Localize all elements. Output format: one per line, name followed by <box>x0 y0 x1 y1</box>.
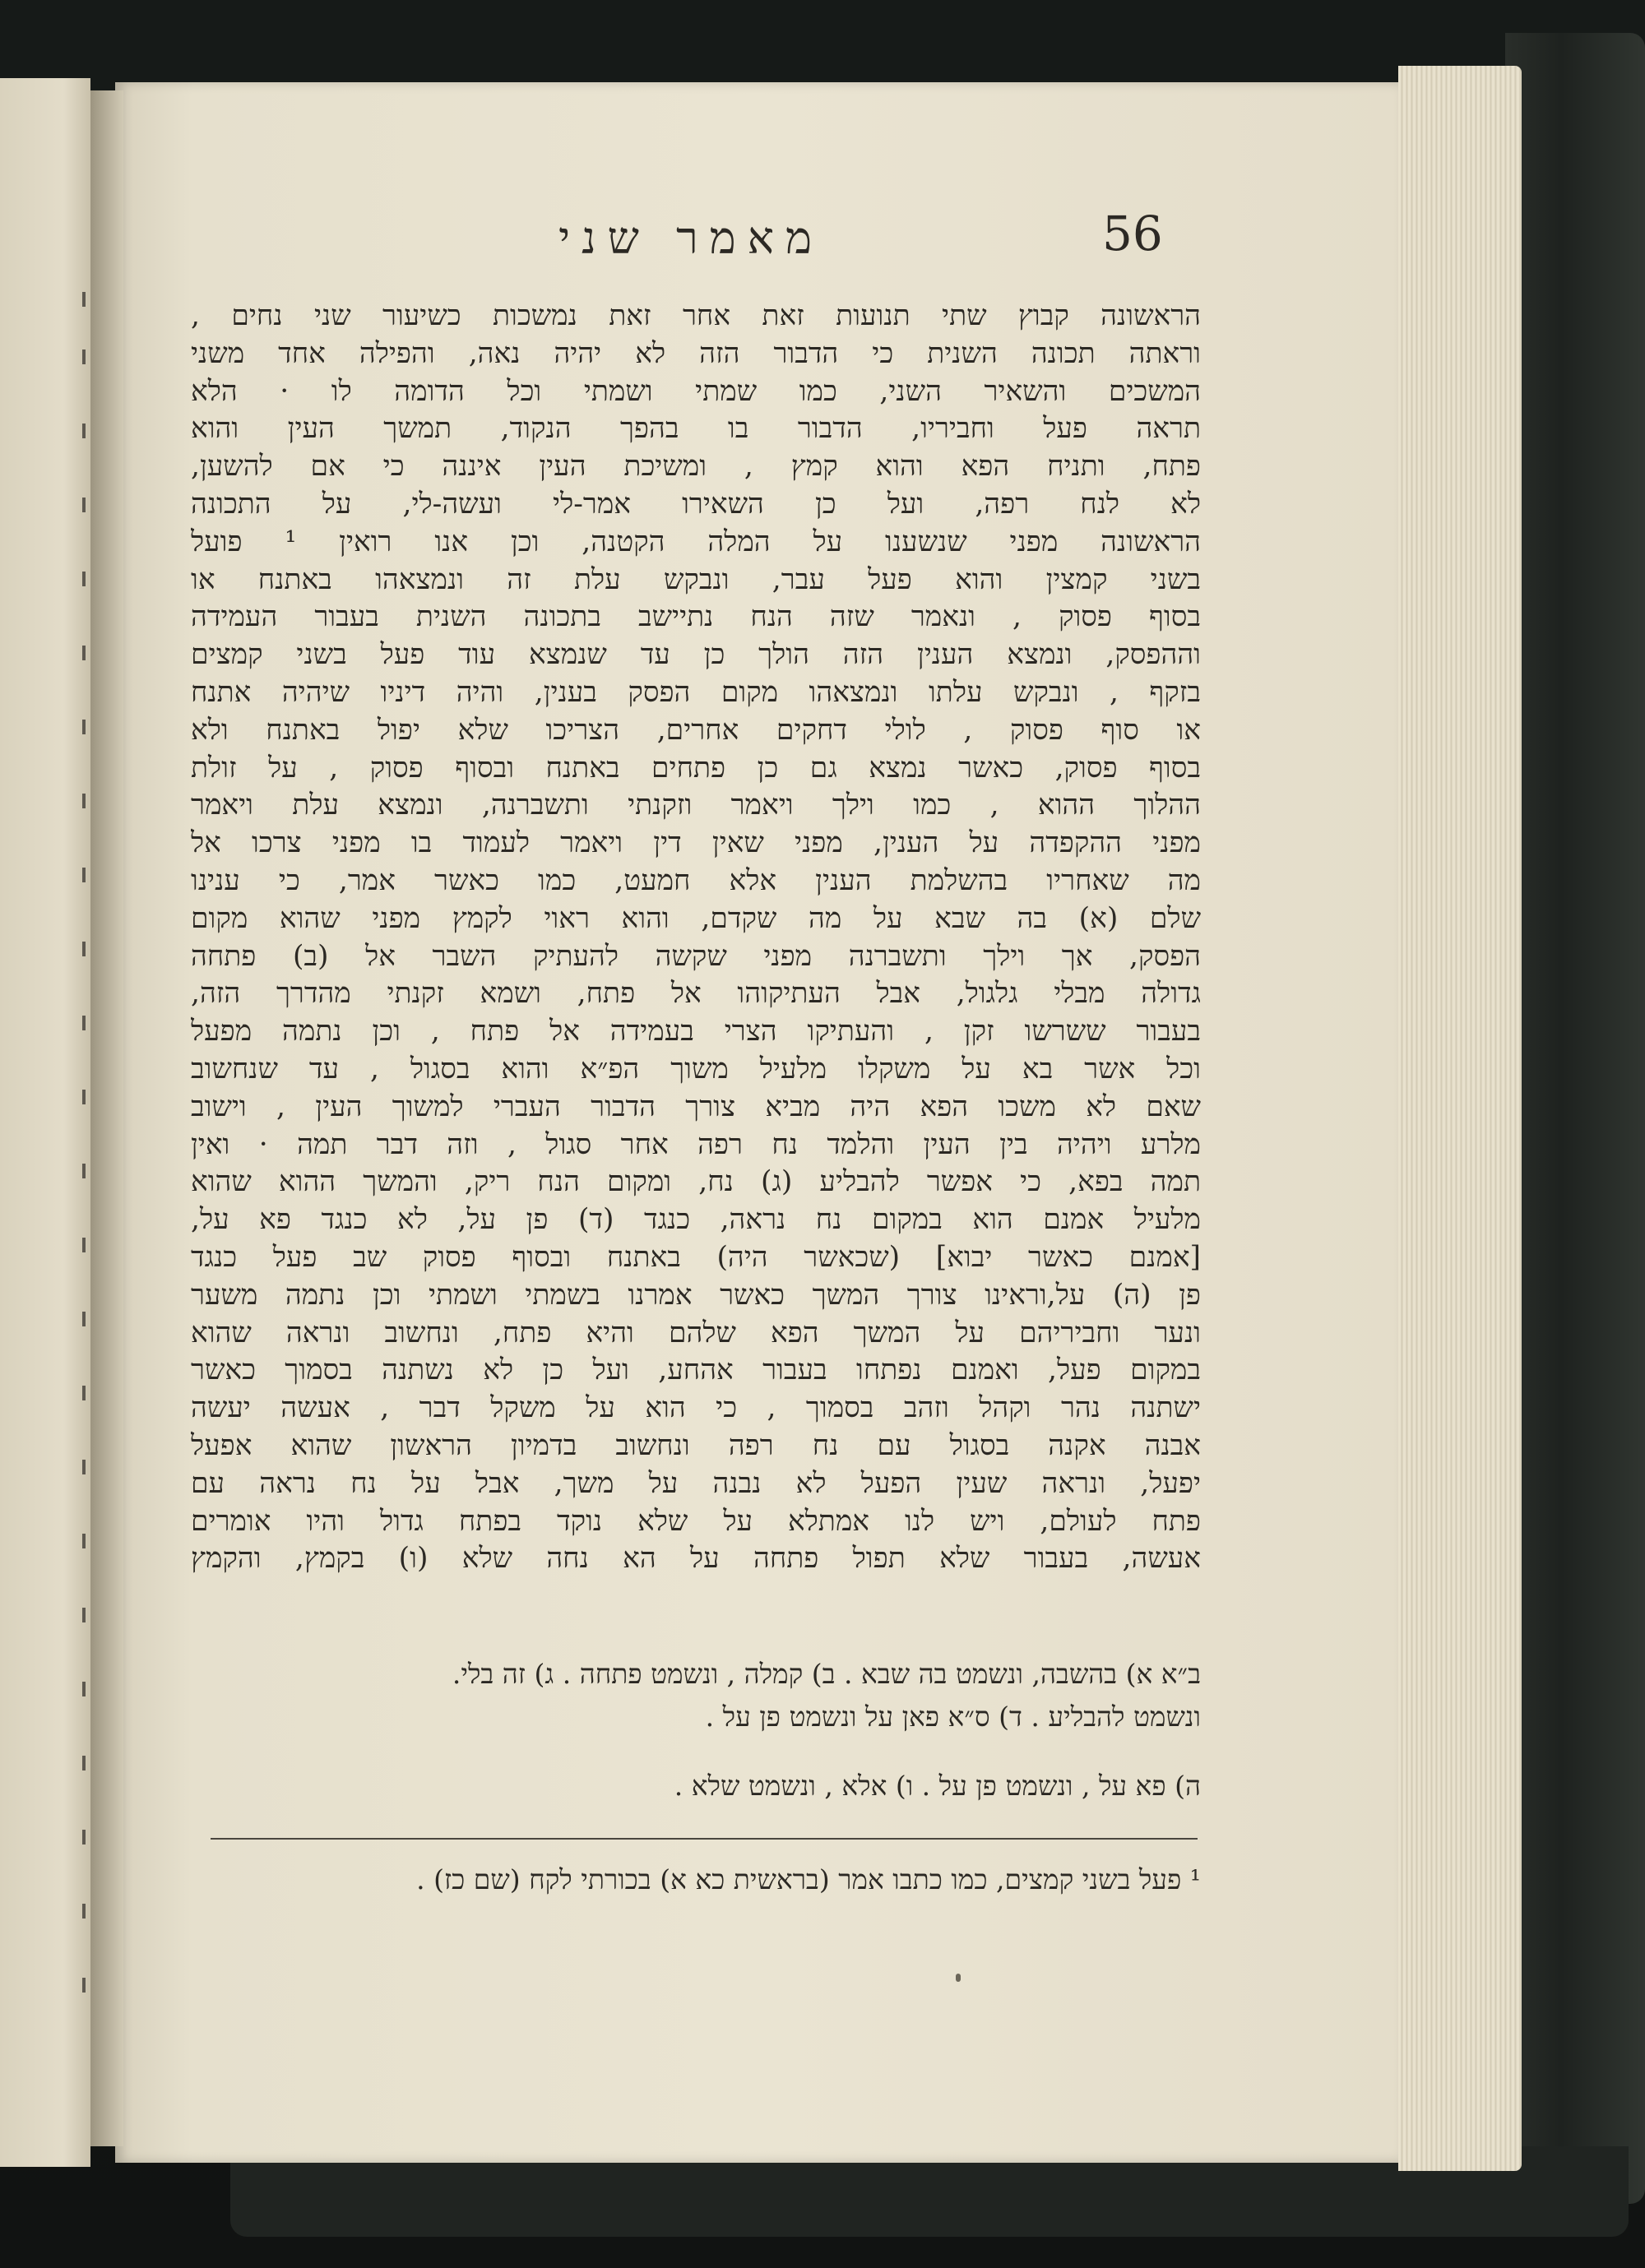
text-line: פן (ה) על,וראינו צורך המשך כאשר אמרנו בשמתי ושמתי וכן נתמה משער <box>191 1278 1201 1312</box>
footnote-line: ונשמט להבליע . ד) ס״א פאן על ונשמט פן על . <box>705 1701 1201 1733</box>
text-line: מפני ההקפדה על הענין, מפני שאין דין ויאמר לעמוד בו מפני צרכו אל <box>191 826 1201 860</box>
text-line: בשני קמצין והוא פעל עבר, ונבקש עלת זה ונמצאהו באתנח או <box>191 562 1201 596</box>
text-line: וההפסק, ונמצא הענין הזה הולך כן עד שנמצא עוד פעל בשני קמצים <box>191 638 1201 672</box>
running-head: מאמר שני <box>558 212 824 264</box>
text-line: מה שאחריו בהשלמת הענין אלא חמעט, כמו כאשר אמר, כי ענינו <box>191 863 1201 897</box>
text-line: אעשה, בעבור שלא תפול פתחה על הא נחה שלא (ו) בקמץ, והקמץ <box>191 1542 1201 1576</box>
book-cover-edge <box>1505 33 1645 2204</box>
text-line: פתח לעולם, ויש לנו אמתלא על שלא נוקד בפתח גדול והיו אומרים <box>191 1504 1201 1538</box>
text-line: ונער וחביריהם על המשך הפא שלהם והיא פתח, ונחשוב ונראה שהוא <box>191 1316 1201 1349</box>
text-line: תראה פעל וחביריו, הדבור בו בהפך הנקוד, תמשך העין והוא <box>191 412 1201 446</box>
text-line: ההלוך ההוא , כמו וילך ויאמר וזקנתי ותשברנה, ונמצא עלת ויאמר <box>191 789 1201 822</box>
text-line: בעבור ששרשו זקן , והעתיקו הצרי בעמידה אל פתח , וכן נתמה מפעל <box>191 1015 1201 1048</box>
paper-speck <box>956 1974 961 1982</box>
text-line: בזקף , ונבקש עלתו ונמצאהו מקום הפסק בענין, והיה דיניו שיהיה אתנח <box>191 675 1201 709</box>
text-line: המשכים והשאיר השני, כמו שמתי ושמתי וכל הדומה לו · הלא <box>191 374 1201 408</box>
footnote-line: ה) פא על , ונשמט פן על . ו) אלא , ונשמט שלא . <box>674 1770 1201 1802</box>
text-line: לא לנח רפה, ועל כן השאירו אמר-לי ועשה-לי, על התכונה <box>191 487 1201 521</box>
text-line: אבנה אקנה בסגול עם נח רפה ונחשוב בדמיון הראשון שהוא אפעל <box>191 1428 1201 1462</box>
text-line: שאם לא משכו הפא היה מביא צורך הדבור העברי למשוך העין , וישוב <box>191 1090 1201 1123</box>
page-number: 56 <box>1102 206 1163 262</box>
text-line: הראשונה מפני שנשענו על המלה הקטנה, וכן אנו רואין ¹ פועל <box>191 525 1201 558</box>
footnote-line: ב״א א) בהשבה, ונשמט בה שבא . ב) קמלה , ונשמט פתחה . ג) זה בלי. <box>452 1658 1201 1690</box>
text-line: [אמנם כאשר יבוא] (שכאשר היה) באתנח ובסוף פסוק שב פעל כנגד <box>191 1240 1201 1274</box>
text-line: יפעל, ונראה שעין הפעל לא נבנה על משך, אבל על נח נראה עם <box>191 1466 1201 1500</box>
page-stack-fore-edge <box>1398 66 1522 2171</box>
text-line: בסוף פסוק, כאשר נמצא גם כן פתחים באתנח ובסוף פסוק , על זולת <box>191 751 1201 785</box>
text-line: וראתה תכונה השנית כי הדבור הזה לא יהיה נאה, והפילה אחד משני <box>191 336 1201 370</box>
page-gutter <box>90 90 123 2146</box>
text-line: וכל אשר בא על משקלו מלעיל משוך הפ״א והוא בסגול , עד שנחשוב <box>191 1052 1201 1085</box>
text-line: תמה בפא, כי אפשר להבליע (ג) נח, ומקום הנח ריק, והמשך ההוא שהוא <box>191 1165 1201 1199</box>
bottom-footnote: ¹ פעל בשני קמצים, כמו כתבו אמר (בראשית כא א) בכורתי לקח (שם כז) . <box>416 1863 1201 1895</box>
variant-readings <box>191 1653 1201 1807</box>
text-line: מלרע ויהיה בין העין והלמד נח רפה אחר סגול , וזה דבר תמה · ואין <box>191 1127 1201 1161</box>
text-line: גדולה מבלי גלגול, אבל העתיקוהו אל פתח, ושמא זקנתי מהדרך הזה, <box>191 977 1201 1011</box>
text-line: ישתנה נהר וקהל וזהב בסמוך , כי הוא על משקל דבר , אעשה יעשה <box>191 1391 1201 1425</box>
text-line: הפסק, אך וילך ותשברנה מפני שקשה להעתיק השבר אל (ב) פתחה <box>191 939 1201 973</box>
facing-page-edge <box>0 78 90 2167</box>
text-line: מלעיל אמנם הוא במקום נח נראה, כנגד (ד) פן על, לא כנגד פא על, <box>191 1203 1201 1237</box>
text-line: במקום פעל, ואמנם נפתחו בעבור אהחע, ועל כן לא נשתנה בסמוך כאשר <box>191 1354 1201 1387</box>
main-text-block <box>191 298 1201 1578</box>
text-line: הראשונה קבוץ שתי תנועות זאת אחר זאת נמשכות כשיעור שני נחים , <box>191 299 1201 332</box>
text-line: פתח, ותניח הפא והוא קמץ , ומשיכת העין איננה כי אם להשען, <box>191 450 1201 484</box>
text-line: בסוף פסוק , ונאמר שזה הנח נתיישב בתכונה השנית בעבור העמידה <box>191 600 1201 634</box>
footnote-divider <box>211 1838 1198 1840</box>
text-line: שלם (א) בה שבא על מה שקדם, והוא ראוי לקמץ מפני שהוא מקום <box>191 901 1201 935</box>
text-line: או סוף פסוק , לולי דחקים אחרים, הצריכו שלא יפול באתנח ולא <box>191 713 1201 747</box>
